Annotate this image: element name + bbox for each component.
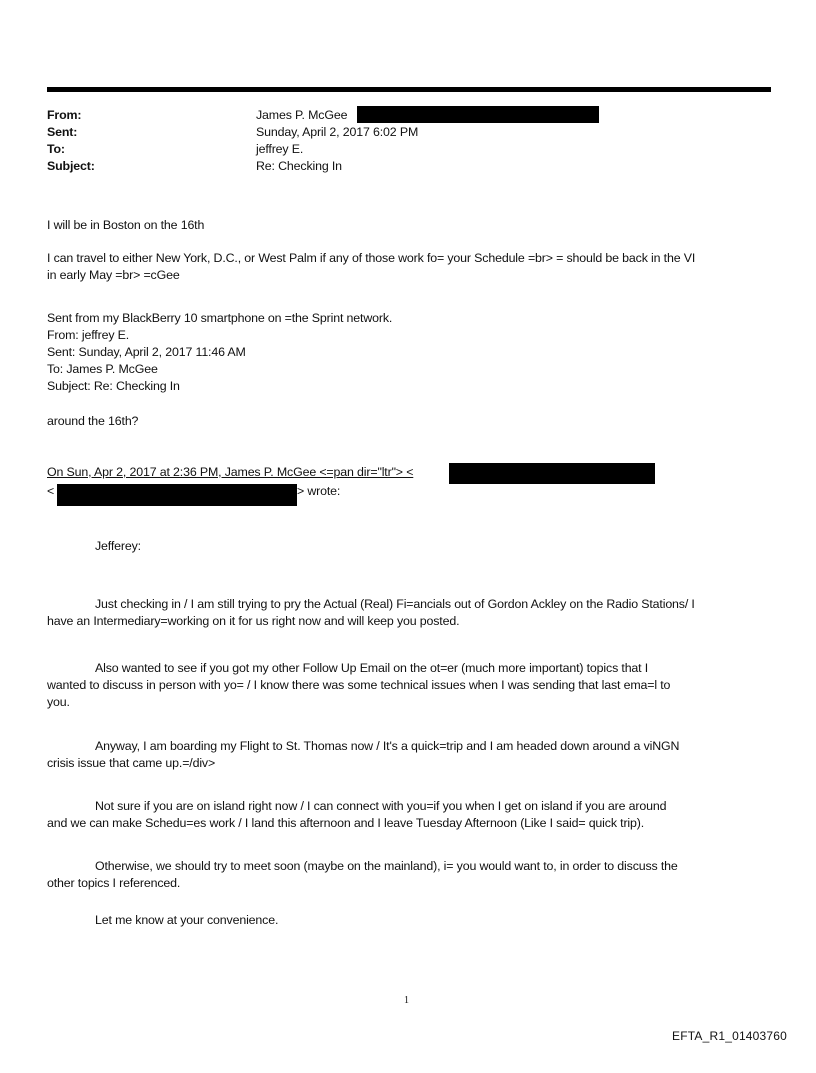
- body-line: I will be in Boston on the 16th: [47, 218, 205, 232]
- body-line: I can travel to either New York, D.C., or West Palm if any of those work fo= your Schedule =br> = should be back in the VI: [47, 251, 696, 265]
- quote-attribution-prefix: <: [47, 484, 55, 498]
- body-line: Not sure if you are on island right now / I can connect with you=if you when I get on island if you are around: [95, 799, 667, 813]
- from-label: From:: [47, 108, 82, 122]
- body-line: Otherwise, we should try to meet soon (maybe on the mainland), i= you would want to, in order to discuss the: [95, 859, 678, 873]
- quote-attribution-suffix: > wrote:: [297, 484, 341, 498]
- quoted-header-line: To: James P. McGee: [47, 362, 158, 376]
- greeting: Jefferey:: [95, 539, 141, 553]
- body-line: around the 16th?: [47, 414, 139, 428]
- body-line: have an Intermediary=working on it for us right now and will keep you posted.: [47, 614, 460, 628]
- sent-value: Sunday, April 2, 2017 6:02 PM: [256, 125, 419, 139]
- quoted-header-line: Sent: Sunday, April 2, 2017 11:46 AM: [47, 345, 246, 359]
- header-rule: [47, 87, 771, 92]
- redaction: [357, 106, 599, 123]
- body-line: in early May =br> =cGee: [47, 268, 180, 282]
- to-label: To:: [47, 142, 65, 156]
- quoted-header-line: Sent from my BlackBerry 10 smartphone on =the Sprint network.: [47, 311, 393, 325]
- body-line: and we can make Schedu=es work / I land this afternoon and I leave Tuesday Afternoon (Like I said= quick trip).: [47, 816, 645, 830]
- page-number: 1: [404, 995, 409, 1006]
- to-value: jeffrey E.: [256, 142, 304, 156]
- document-id: EFTA_R1_01403760: [672, 1029, 788, 1043]
- from-value: James P. McGee: [256, 108, 348, 122]
- closing: Let me know at your convenience.: [95, 913, 279, 927]
- body-line: crisis issue that came up.=/div>: [47, 756, 216, 770]
- body-line: wanted to discuss in person with yo= / I know there was some technical issues when I was sending that last ema=l to: [47, 678, 671, 692]
- body-line: Just checking in / I am still trying to pry the Actual (Real) Fi=ancials out of Gordon Ackley on the Radio Stations/ I: [95, 597, 695, 611]
- body-line: other topics I referenced.: [47, 876, 181, 890]
- quoted-header-line: Subject: Re: Checking In: [47, 379, 180, 393]
- sent-label: Sent:: [47, 125, 78, 139]
- quoted-header-line: From: jeffrey E.: [47, 328, 130, 342]
- redaction: [57, 484, 297, 506]
- quote-attribution: On Sun, Apr 2, 2017 at 2:36 PM, James P. McGee <=pan dir="ltr"> <: [47, 465, 414, 479]
- subject-label: Subject:: [47, 159, 95, 173]
- redaction: [449, 463, 655, 484]
- body-line: Anyway, I am boarding my Flight to St. Thomas now / It's a quick=trip and I am headed down around a viNGN: [95, 739, 680, 753]
- subject-value: Re: Checking In: [256, 159, 342, 173]
- body-line: Also wanted to see if you got my other Follow Up Email on the ot=er (much more important) topics that I: [95, 661, 649, 675]
- body-line: you.: [47, 695, 70, 709]
